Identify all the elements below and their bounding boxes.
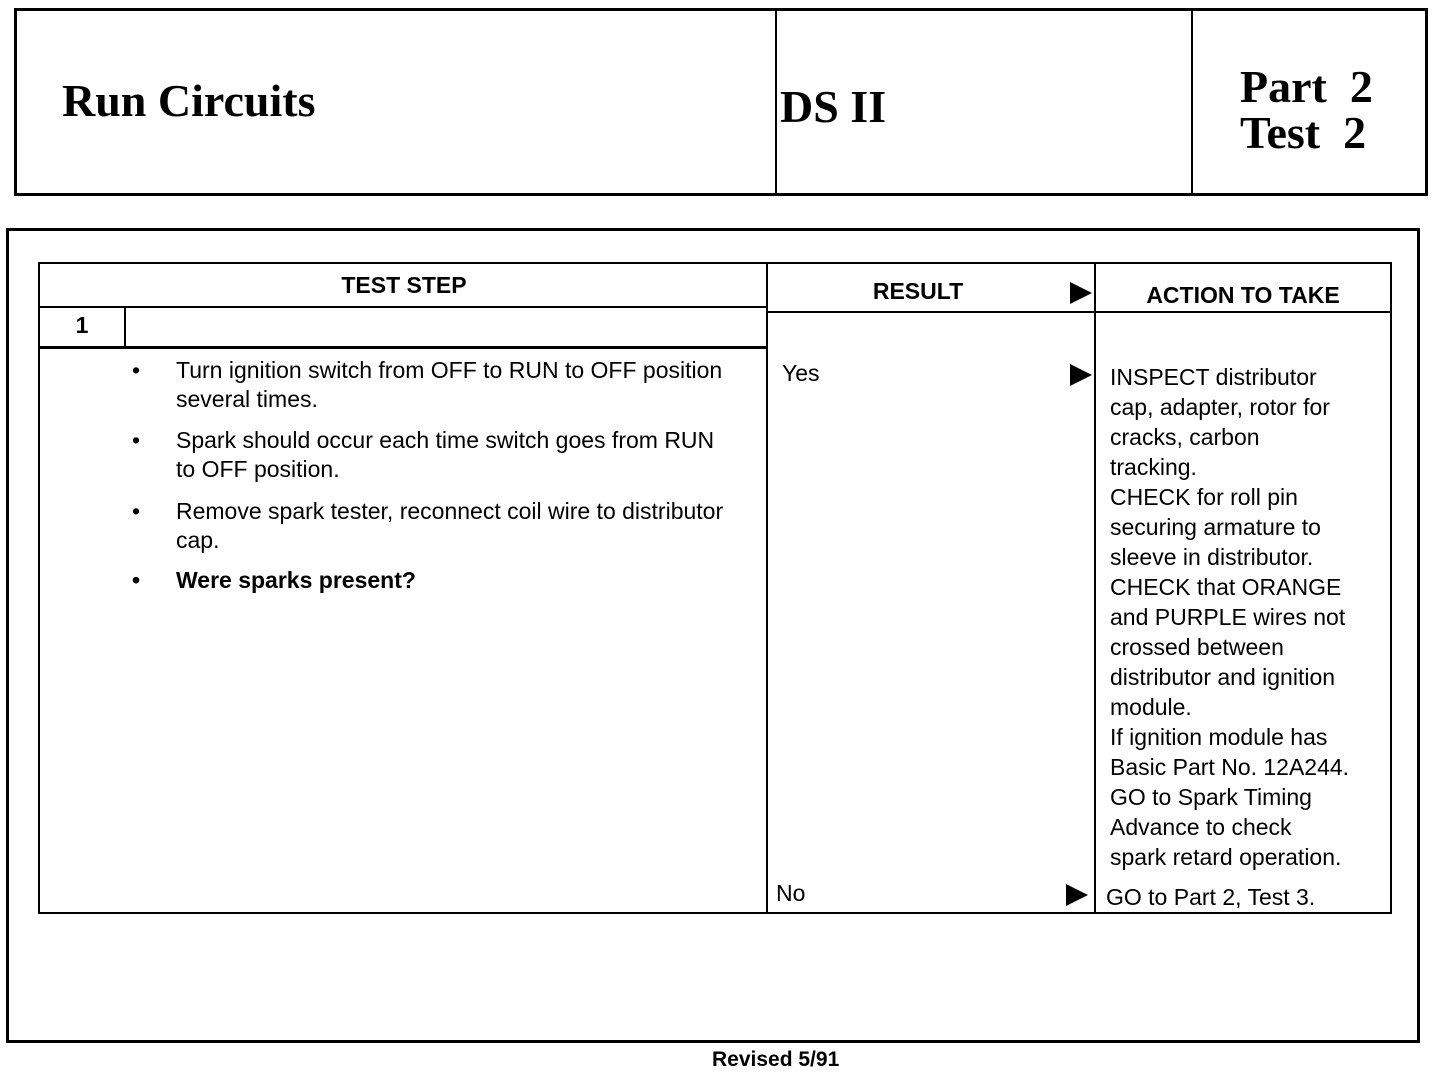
action-line: GO to Part 2, Test 3. (1106, 884, 1316, 910)
header-divider-2 (1191, 10, 1193, 194)
action-line: GO to Spark Timing (1110, 784, 1312, 810)
action-line: Advance to check (1110, 814, 1292, 840)
action-line: CHECK for roll pin (1110, 484, 1298, 510)
action-line: INSPECT distributor (1110, 364, 1317, 390)
action-no (1106, 882, 1386, 912)
bullet-icon: • (132, 357, 141, 383)
action-line: spark retard operation. (1110, 844, 1342, 870)
action-line: module. (1110, 694, 1192, 720)
action-line: If ignition module has (1110, 724, 1328, 750)
action-line: Basic Part No. 12A244. (1110, 754, 1350, 780)
action-line: tracking. (1110, 454, 1197, 480)
step-question: Were sparks present? (176, 567, 416, 593)
step-text: Spark should occur each time switch goes from RUN to OFF position. (176, 427, 715, 482)
step-text: Remove spark tester, reconnect coil wire to distributor cap. (176, 498, 724, 553)
action-line: crossed between (1110, 634, 1284, 660)
result-header: RESULT (872, 278, 964, 304)
bullet-icon: • (132, 567, 141, 593)
step-number: 1 (75, 312, 89, 338)
bullet-icon: • (132, 498, 141, 524)
revision-note: Revised 5/91 (712, 1048, 840, 1071)
header-row-bottom-left (40, 306, 768, 308)
bullet-icon: • (132, 427, 141, 453)
test-step-header: TEST STEP (341, 272, 467, 298)
result-arrow-icon (1070, 282, 1092, 304)
action-line: and PURPLE wires not (1110, 604, 1346, 630)
header-row-bottom-right (768, 311, 1390, 313)
test-label: Test 2 (1240, 107, 1367, 158)
action-line: cap, adapter, rotor for (1110, 394, 1330, 420)
action-line: sleeve in distributor. (1110, 544, 1314, 570)
step-text: Turn ignition switch from OFF to RUN to OFF position several times. (176, 357, 723, 412)
system-label: DS II (780, 81, 887, 132)
header-divider-1 (775, 10, 777, 194)
page-title: Run Circuits (62, 75, 316, 126)
action-line: CHECK that ORANGE (1110, 574, 1342, 600)
action-line: cracks, carbon (1110, 424, 1260, 450)
result-no: No (776, 880, 806, 906)
yes-arrow-icon (1070, 364, 1092, 386)
col-divider-result (766, 264, 768, 912)
step-number-divider (124, 308, 126, 346)
action-yes (1110, 362, 1390, 872)
part-label: Part 2 (1240, 61, 1373, 112)
col-divider-action (1094, 264, 1096, 912)
result-yes: Yes (782, 360, 820, 386)
action-header: ACTION TO TAKE (1146, 282, 1340, 308)
no-arrow-icon (1066, 884, 1088, 906)
action-line: distributor and ignition (1110, 664, 1336, 690)
action-line: securing armature to (1110, 514, 1321, 540)
step-row-bottom (40, 346, 768, 349)
